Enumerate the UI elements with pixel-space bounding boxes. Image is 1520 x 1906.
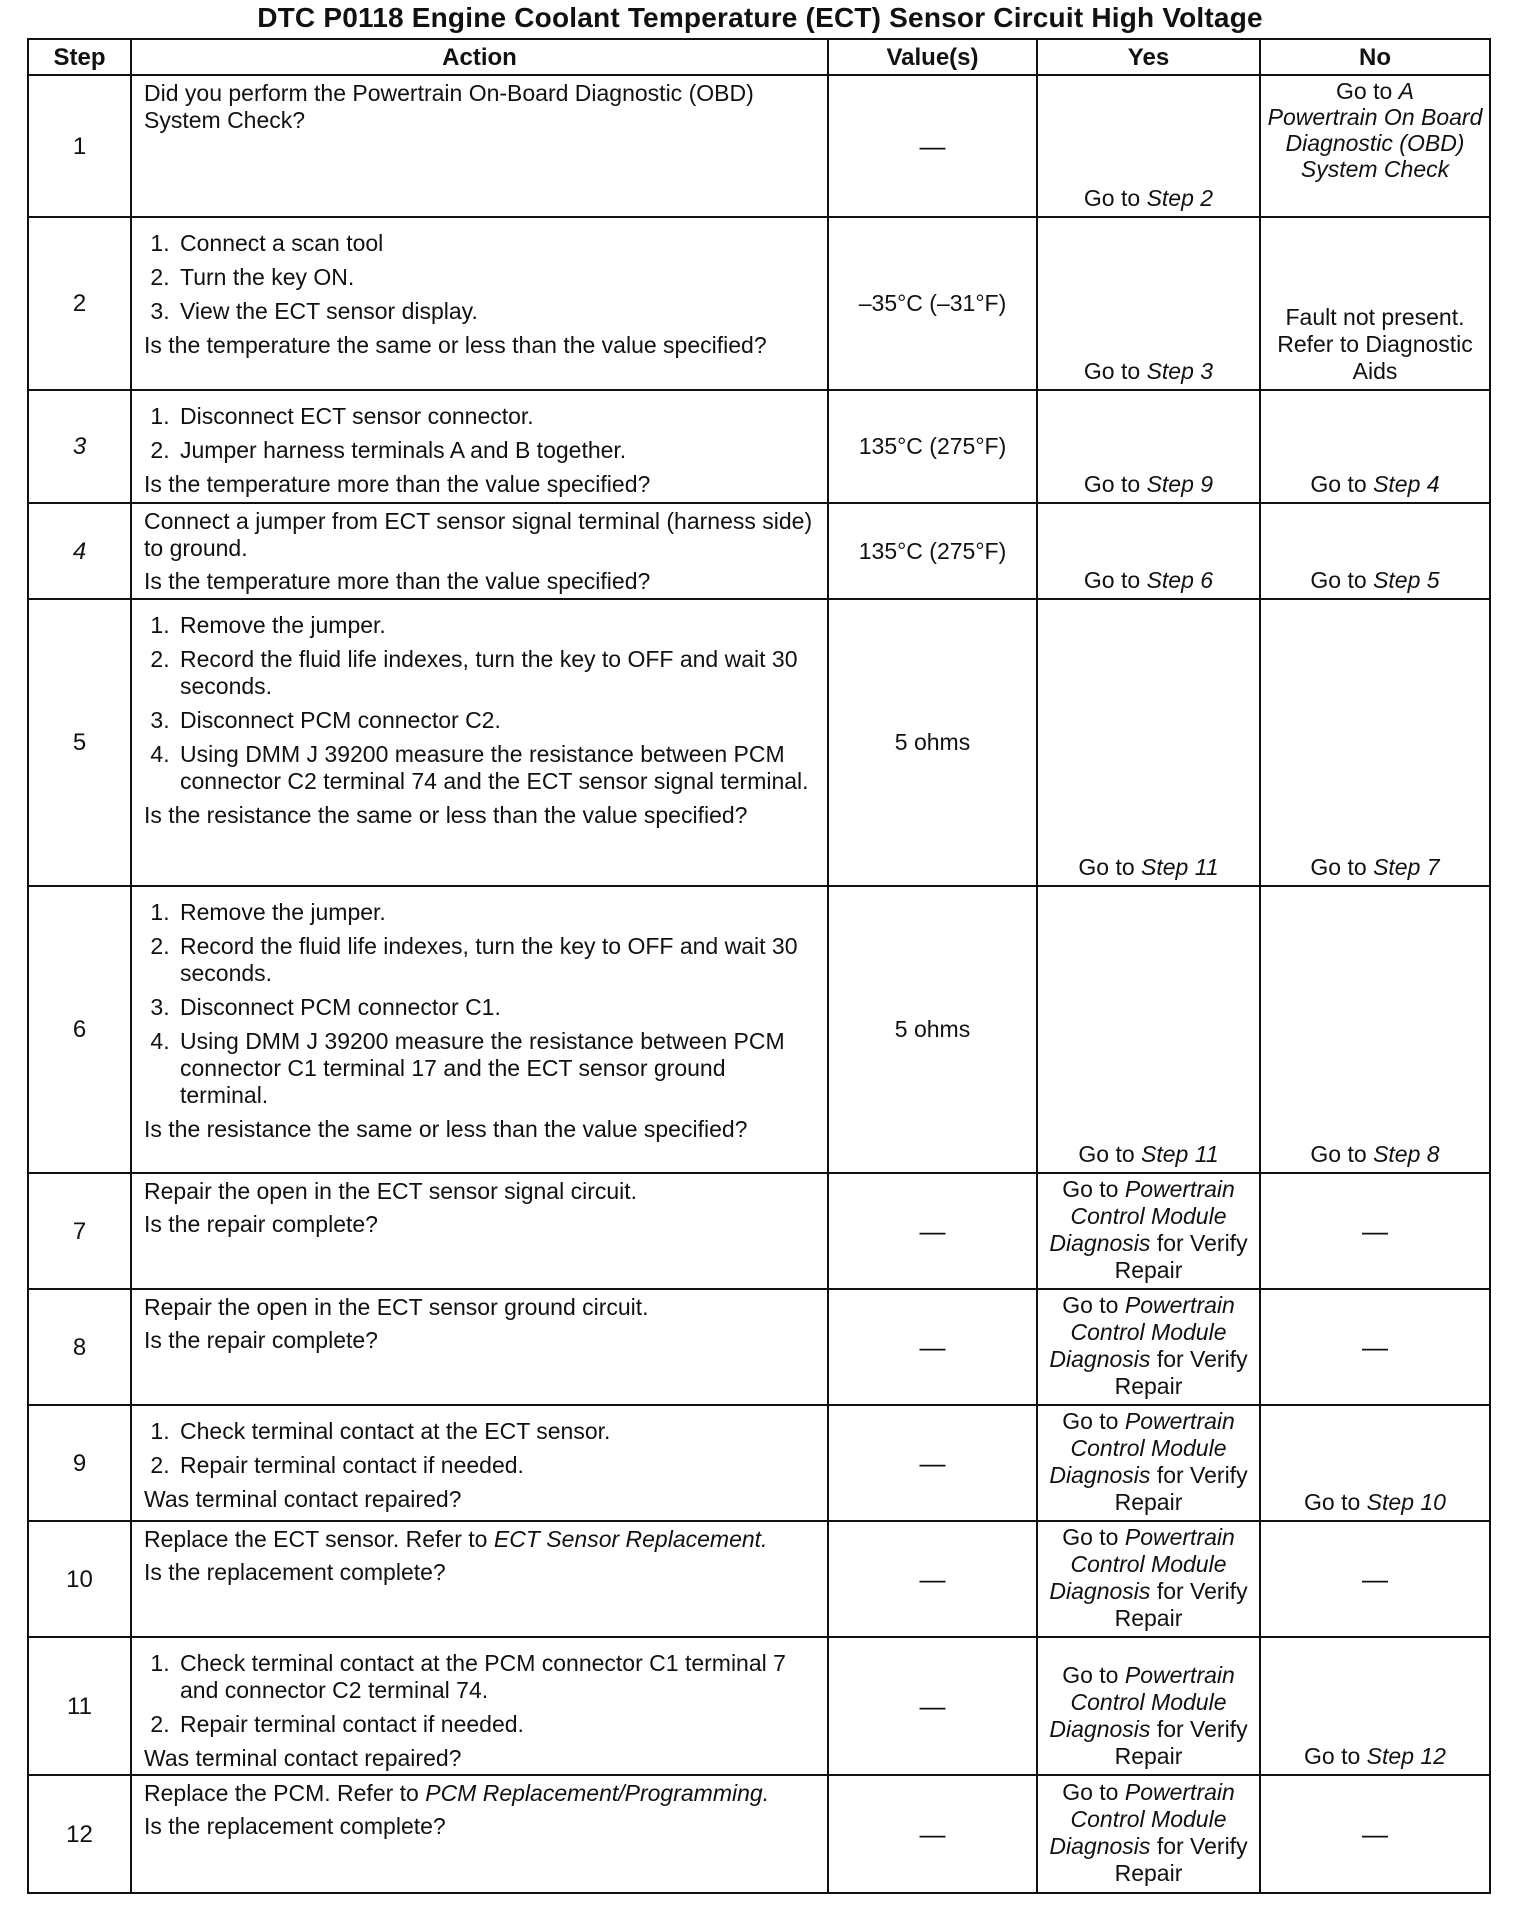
list-item: 1. Check terminal contact at the PCM connector C1 terminal 7 and connector C2 terminal 74. (176, 1650, 817, 1704)
step-number: 4 (28, 503, 131, 599)
table-row (28, 217, 1490, 390)
table-row (28, 75, 1490, 217)
action-cell (131, 503, 828, 599)
diagnostic-table (27, 38, 1491, 1894)
list-item: 1. Remove the jumper. (176, 612, 817, 639)
yes-cell: Go to Step 3 (1037, 217, 1260, 390)
header-no: No (1260, 39, 1490, 75)
action-steps (144, 230, 817, 325)
header-action: Action (131, 39, 828, 75)
yes-cell: Go to Powertrain Control Module Diagnosis for Verify Repair (1037, 1521, 1260, 1637)
value-cell: — (828, 75, 1037, 217)
no-cell: Go to Step 12 (1260, 1637, 1490, 1775)
value-cell: 135°C (275°F) (828, 390, 1037, 503)
yes-cell: Go to Step 11 (1037, 886, 1260, 1173)
value-cell: — (828, 1173, 1037, 1289)
yes-cell: Go to Step 9 (1037, 390, 1260, 503)
table-row (28, 1637, 1490, 1775)
value-cell: — (828, 1405, 1037, 1521)
yes-target: Step 11 (1141, 1141, 1219, 1167)
table-row (28, 1173, 1490, 1289)
step-number: 1 (28, 75, 131, 217)
yes-target: Step 9 (1146, 471, 1214, 497)
table-row (28, 1521, 1490, 1637)
list-item: 1. Disconnect ECT sensor connector. (176, 403, 817, 430)
value-cell: — (828, 1637, 1037, 1775)
list-item: 2. Repair terminal contact if needed. (176, 1711, 817, 1738)
no-cell: — (1260, 1173, 1490, 1289)
no-target: Step 4 (1373, 471, 1440, 497)
action-cell (131, 1521, 828, 1637)
list-item: 2. Turn the key ON. (176, 264, 817, 291)
question-text: Is the replacement complete? (144, 1813, 446, 1839)
action-cell (131, 75, 828, 217)
no-target: Step 12 (1366, 1743, 1446, 1769)
action-text: Replace the PCM. Refer to PCM Replacement/Programming. (144, 1780, 770, 1806)
table-row (28, 1775, 1490, 1893)
question-text: Was terminal contact repaired? (144, 1486, 462, 1512)
action-cell (131, 1289, 828, 1405)
question-text: Is the temperature more than the value specified? (144, 471, 651, 497)
no-cell: Go to Step 8 (1260, 886, 1490, 1173)
no-cell: Go to Step 7 (1260, 599, 1490, 886)
no-cell: Go to Step 5 (1260, 503, 1490, 599)
question-text: Is the resistance the same or less than the value specified? (144, 1116, 748, 1142)
no-cell: Go to A Powertrain On Board Diagnostic (OBD) System Check (1260, 75, 1490, 217)
table-row (28, 599, 1490, 886)
list-item: 2. Repair terminal contact if needed. (176, 1452, 817, 1479)
yes-target: Step 6 (1146, 567, 1214, 593)
yes-cell: Go to Powertrain Control Module Diagnosis for Verify Repair (1037, 1289, 1260, 1405)
action-text: Repair the open in the ECT sensor ground circuit. (144, 1294, 649, 1320)
step-number: 5 (28, 599, 131, 886)
no-cell: — (1260, 1775, 1490, 1893)
question-text: Is the temperature the same or less than the value specified? (144, 332, 767, 358)
action-steps (144, 403, 817, 464)
action-cell (131, 1637, 828, 1775)
page-title: DTC P0118 Engine Coolant Temperature (ECT) Sensor Circuit High Voltage (257, 2, 1263, 33)
step-number: 6 (28, 886, 131, 1173)
question-text: Is the repair complete? (144, 1211, 378, 1237)
yes-cell: Go to Step 6 (1037, 503, 1260, 599)
header-values: Value(s) (828, 39, 1037, 75)
action-steps (144, 1418, 817, 1479)
no-target: Powertrain On Board Diagnostic (OBD) System Check (1267, 104, 1483, 182)
list-item: 1. Check terminal contact at the ECT sensor. (176, 1418, 817, 1445)
action-cell (131, 390, 828, 503)
question-text: Is the repair complete? (144, 1327, 378, 1353)
step-number: 8 (28, 1289, 131, 1405)
list-item: 2. Jumper harness terminals A and B together. (176, 437, 817, 464)
action-cell (131, 217, 828, 390)
no-target: Step 7 (1373, 854, 1440, 880)
value-cell: 5 ohms (828, 599, 1037, 886)
table-row (28, 390, 1490, 503)
no-cell: — (1260, 1521, 1490, 1637)
table-header-row (28, 39, 1490, 75)
yes-cell: Go to Powertrain Control Module Diagnosis for Verify Repair (1037, 1775, 1260, 1893)
action-cell (131, 1173, 828, 1289)
action-cell (131, 599, 828, 886)
list-item: 4. Using DMM J 39200 measure the resistance between PCM connector C1 terminal 17 and the ECT sensor ground terminal. (176, 1028, 817, 1109)
step-number: 3 (28, 390, 131, 503)
action-text: Replace the ECT sensor. Refer to ECT Sensor Replacement. (144, 1526, 768, 1552)
question-text: Is the temperature more than the value specified? (144, 568, 651, 594)
no-cell: Go to Step 10 (1260, 1405, 1490, 1521)
list-item: 1. Remove the jumper. (176, 899, 817, 926)
value-cell: 135°C (275°F) (828, 503, 1037, 599)
question-text: Was terminal contact repaired? (144, 1745, 462, 1771)
table-row (28, 503, 1490, 599)
action-cell (131, 886, 828, 1173)
no-target: Step 5 (1373, 567, 1440, 593)
no-target: Step 10 (1366, 1489, 1446, 1515)
yes-cell: Go to Step 2 (1037, 75, 1260, 217)
no-cell: Go to Step 4 (1260, 390, 1490, 503)
question-text: Is the resistance the same or less than the value specified? (144, 802, 748, 828)
yes-target: Step 11 (1141, 854, 1219, 880)
value-cell: 5 ohms (828, 886, 1037, 1173)
header-step: Step (28, 39, 131, 75)
question-text: Is the replacement complete? (144, 1559, 446, 1585)
action-text: Repair the open in the ECT sensor signal circuit. (144, 1178, 638, 1204)
step-number: 10 (28, 1521, 131, 1637)
value-cell: — (828, 1521, 1037, 1637)
list-item: 3. Disconnect PCM connector C2. (176, 707, 817, 734)
no-cell: — (1260, 1289, 1490, 1405)
header-yes: Yes (1037, 39, 1260, 75)
action-cell (131, 1775, 828, 1893)
yes-target: Step 3 (1146, 358, 1214, 384)
no-target: Step 8 (1373, 1141, 1440, 1167)
value-cell: –35°C (–31°F) (828, 217, 1037, 390)
yes-target: Step 2 (1146, 185, 1214, 211)
list-item: 3. Disconnect PCM connector C1. (176, 994, 817, 1021)
no-cell: Fault not present. Refer to Diagnostic Aids (1260, 217, 1490, 390)
step-number: 7 (28, 1173, 131, 1289)
table-row (28, 886, 1490, 1173)
step-number: 11 (28, 1637, 131, 1775)
value-cell: — (828, 1775, 1037, 1893)
table-row (28, 1289, 1490, 1405)
action-steps (144, 899, 817, 1109)
step-number: 12 (28, 1775, 131, 1893)
table-row (28, 1405, 1490, 1521)
yes-cell: Go to Powertrain Control Module Diagnosis for Verify Repair (1037, 1637, 1260, 1775)
list-item: 2. Record the fluid life indexes, turn the key to OFF and wait 30 seconds. (176, 933, 817, 987)
list-item: 3. View the ECT sensor display. (176, 298, 817, 325)
yes-cell: Go to Powertrain Control Module Diagnosis for Verify Repair (1037, 1173, 1260, 1289)
action-cell (131, 1405, 828, 1521)
list-item: 2. Record the fluid life indexes, turn the key to OFF and wait 30 seconds. (176, 646, 817, 700)
list-item: 4. Using DMM J 39200 measure the resistance between PCM connector C2 terminal 74 and the ECT sensor signal terminal. (176, 741, 817, 795)
action-text: Did you perform the Powertrain On-Board Diagnostic (OBD) System Check? (144, 80, 754, 133)
value-cell: — (828, 1289, 1037, 1405)
yes-cell: Go to Powertrain Control Module Diagnosis for Verify Repair (1037, 1405, 1260, 1521)
action-steps (144, 612, 817, 795)
action-steps (144, 1650, 817, 1738)
step-number: 9 (28, 1405, 131, 1521)
list-item: 1. Connect a scan tool (176, 230, 817, 257)
step-number: 2 (28, 217, 131, 390)
yes-cell: Go to Step 11 (1037, 599, 1260, 886)
action-text: Connect a jumper from ECT sensor signal terminal (harness side) to ground. (144, 508, 813, 561)
